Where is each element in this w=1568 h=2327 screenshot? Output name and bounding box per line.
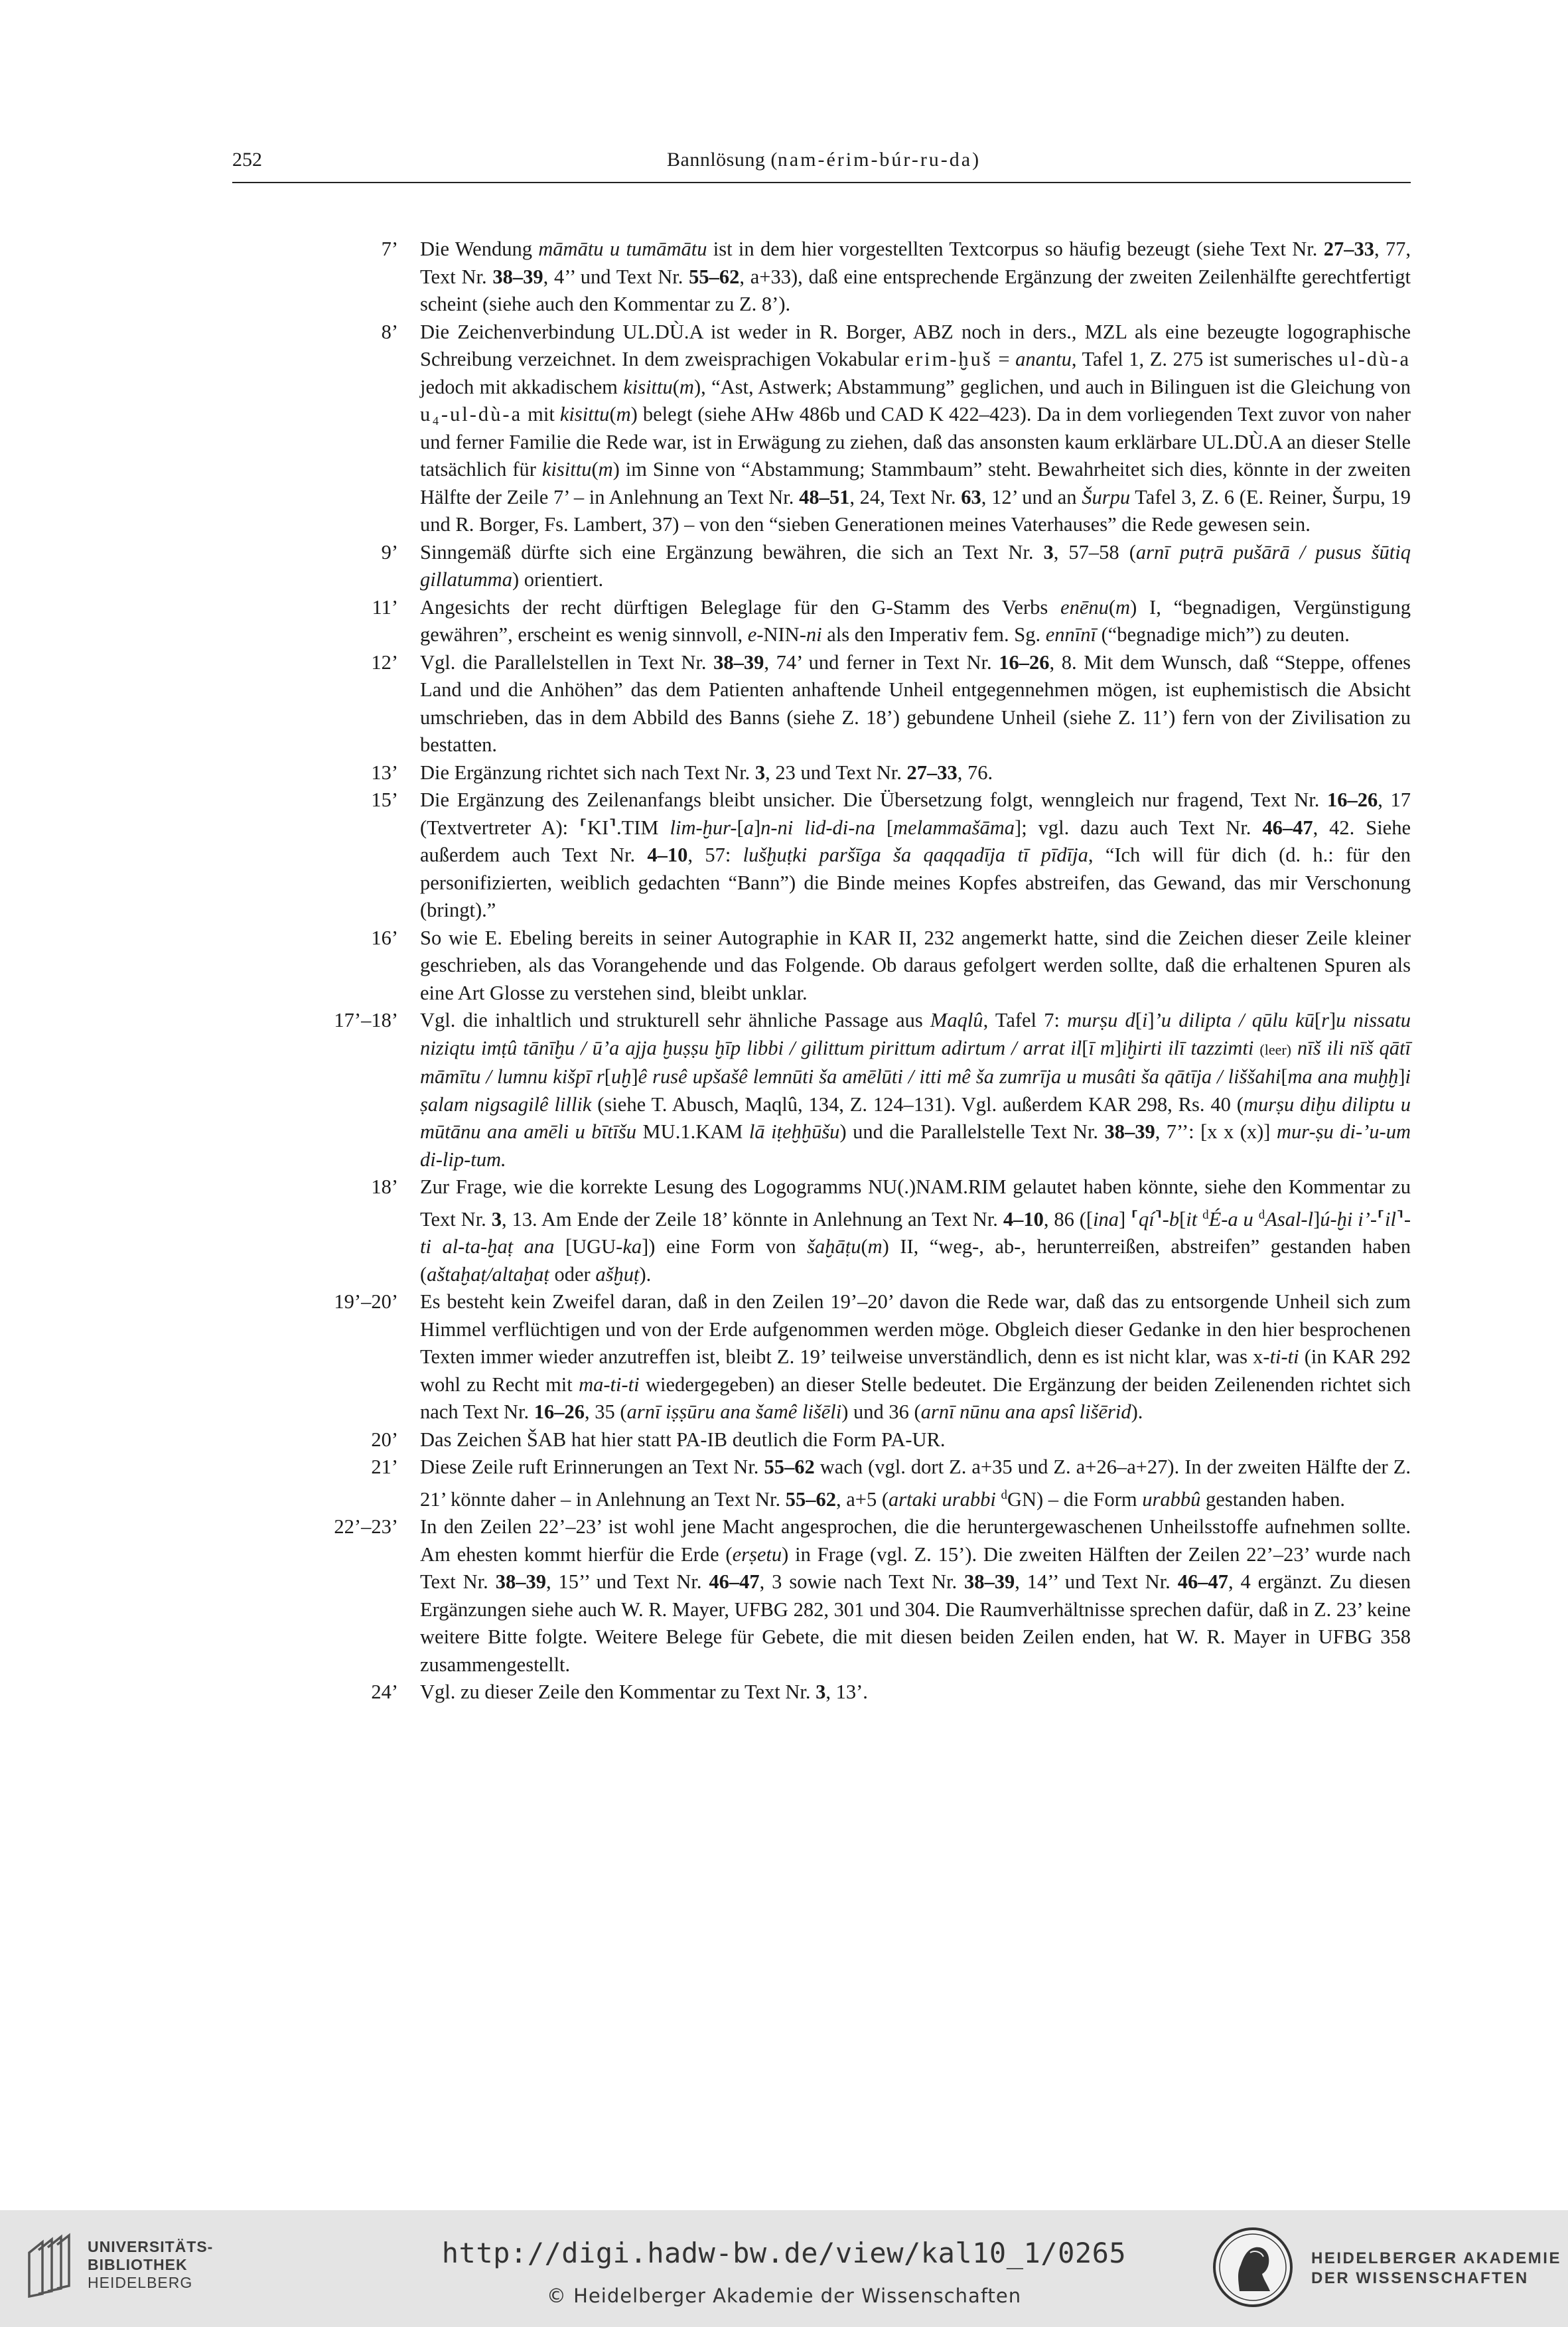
- text-segment: , Tafel 7:: [983, 1009, 1068, 1031]
- commentary-text: [420, 1426, 1411, 1454]
- line-reference: 9’: [381, 540, 398, 563]
- italic-transliteration: -ti al-ta-ḫaṭ ana: [420, 1207, 1411, 1258]
- italic-transliteration: ê rusê upšašê lemnūti ša amēlūti / itti mê ša zumrīja u musâti ša qātīja / liššahi: [638, 1065, 1281, 1088]
- line-reference: 18’: [371, 1175, 398, 1198]
- commentary-text: [420, 1454, 1411, 1513]
- text-segment: ]: [631, 1065, 638, 1088]
- text-segment: (“begnadige mich”) zu deuten.: [1096, 623, 1350, 646]
- footer-copyright: © Heidelberger Akademie der Wissenschaften: [546, 2285, 1022, 2307]
- italic-transliteration: murṣu diḫu diliptu u mūtānu ana amēli u bītīšu: [420, 1092, 1411, 1143]
- text-segment: (: [861, 1235, 868, 1258]
- italic-transliteration: m: [1115, 595, 1131, 619]
- text-segment: [: [1179, 1207, 1186, 1231]
- text-segment: (in KAR 292 wohl zu Recht mit: [420, 1345, 1411, 1396]
- italic-transliteration: a: [743, 816, 754, 839]
- italic-transliteration: Maqlû: [930, 1009, 983, 1031]
- italic-transliteration: u nissatu niziqtu imṭû tānīḫu / ū’a ajja ḫuṣṣu ḫīp libbi / gilittum pirittum adirtum / arrat il: [420, 1009, 1411, 1059]
- text-segment: -NIN-: [756, 623, 806, 646]
- commentary-entry: [319, 1007, 1411, 1173]
- italic-transliteration: ennīnī: [1045, 623, 1096, 646]
- text-segment: Sinngemäß dürfte sich eine Ergänzung bewähren, die sich an Text Nr.: [420, 540, 1044, 563]
- text-segment: Tafel 3, Z. 6 (E. Reiner, Šurpu, 19 und R. Borger, Fs. Lambert, 37) – von den “sieben Generationen meines Vaterhauses” die Rede gewesen sein.: [420, 485, 1411, 536]
- text-segment: gestanden haben.: [1200, 1487, 1346, 1511]
- italic-transliteration: m: [616, 403, 631, 425]
- text-segment: [: [604, 1065, 611, 1088]
- italic-transliteration: šaḫāṭu: [807, 1235, 861, 1258]
- text-segment: ) im Sinne von “Abstammung; Stammbaum” steht. Bewahrheitet sich dies, könnte in der zweiten Hälfte der Zeile 7’ – in Anlehnung an Text Nr.: [420, 458, 1411, 508]
- text-number: 27–33: [906, 761, 958, 784]
- library-name-line: BIBLIOTHEK: [88, 2256, 188, 2273]
- text-segment: ) belegt (siehe AHw 486b und CAD K 422–423). Da in dem vorliegenden Text zuvor von naher und ferner Familie die Rede war, ist in Erwägung zu ziehen, daß das ansonsten kaum erklärbare UL.DÙ.A an dieser Stelle tatsächlich für: [420, 403, 1411, 481]
- italic-transliteration: lā iṭeḫḫūšu: [748, 1120, 840, 1143]
- text-number: 55–62: [689, 265, 740, 288]
- text-segment: , 17 (Textvertreter A): ⸢KI⸣.TIM: [420, 788, 1411, 839]
- text-number: 38–39: [495, 1570, 546, 1594]
- text-segment: Angesichts der recht dürftigen Beleglage für den G-Stamm des Verbs: [420, 595, 1061, 619]
- text-segment: jedoch mit akkadischem: [420, 375, 624, 398]
- text-segment: ]; vgl. dazu auch Text Nr.: [1015, 816, 1263, 839]
- text-segment: Die Ergänzung richtet sich nach Text Nr.: [420, 761, 755, 784]
- text-segment: [: [737, 816, 744, 839]
- line-reference: 8’: [381, 320, 398, 343]
- text-segment: , a+33), daß eine entsprechende Ergänzung der zweiten Zeilenhälfte gerechtfertigt scheint (siehe auch den Kommentar zu Z. 8’).: [420, 265, 1411, 315]
- determinative: d: [1258, 1207, 1265, 1222]
- italic-transliteration: ma-ti-ti: [579, 1373, 640, 1396]
- italic-transliteration: É-a u: [1208, 1207, 1259, 1231]
- text-segment: oder: [549, 1262, 596, 1286]
- line-reference: 12’: [371, 650, 398, 674]
- italic-transliteration: ka: [622, 1235, 642, 1258]
- text-segment: MU.1.KAM: [636, 1120, 749, 1143]
- italic-transliteration: r: [1321, 1009, 1329, 1031]
- text-segment: [: [1314, 1009, 1322, 1031]
- text-segment: mit: [522, 403, 560, 425]
- running-head-title: Bannlösung (: [667, 149, 778, 171]
- italic-transliteration: kisittu: [541, 458, 592, 481]
- line-reference: 21’: [371, 1456, 398, 1479]
- text-segment: ) in Frage (vgl. Z. 15’). Die zweiten Hälften der Zeilen 22’–23’ wurde nach Text Nr.: [420, 1542, 1411, 1594]
- text-segment: , 13. Am Ende der Zeile 18’ könnte in Anlehnung an Text Nr.: [501, 1207, 1003, 1231]
- academy-name: [1311, 2249, 1563, 2289]
- italic-transliteration: enēnu: [1060, 595, 1109, 619]
- running-head: [667, 149, 979, 171]
- determinative: d: [1202, 1207, 1209, 1222]
- italic-transliteration: kisittu: [559, 403, 610, 425]
- text-segment: Diese Zeile ruft Erinnerungen an Text Nr.: [420, 1456, 764, 1479]
- text-segment: , “Ich will für dich (d. h.: für den personifizierten, weiblich gedachten “Bann”) die Binde meines Kopfes abstreifen, das Gewand, das mir Verschonung (bringt).”: [420, 844, 1411, 921]
- text-segment: So wie E. Ebeling bereits in seiner Autographie in KAR II, 232 angemerkt hatte, sind die Zeichen dieser Zeile kleiner geschrieben, als das Vorangehende und das Folgende. Ob daraus gefolgert werden sollte, daß die erhaltenen Spuren als eine Art Glosse zu verstehen sind, bleibt unklar.: [420, 926, 1411, 1004]
- text-segment: ) II, “weg-, ab-, herunterreißen, abstreifen” gestanden haben (: [420, 1235, 1411, 1286]
- commentary-entry: [319, 319, 1411, 539]
- text-segment: ) und die Parallelstelle Text Nr.: [839, 1120, 1105, 1143]
- commentary-entry: [319, 1513, 1411, 1679]
- text-segment: (siehe T. Abusch, Maqlû, 134, Z. 124–131). Vgl. außerdem KAR 298, Rs. 40 (: [591, 1092, 1244, 1116]
- sumerian-term: erim-ḫuš: [904, 348, 993, 370]
- italic-transliteration: aštaḫaṭ/altaḫaṭ: [427, 1262, 549, 1286]
- text-segment: Es besteht kein Zweifel daran, daß in den Zeilen 19’–20’ davon die Rede war, daß das zu entsorgende Unheil sich zum Himmel verflüchtigen und von der Erde aufgenommen werden möge. Obgleich dieser Gedanke in den hier besprochenen Texten immer wieder anzutreffen ist, bleibt Z. 19’ teilweise unverständlich, denn es ist nicht klar, was x-: [420, 1290, 1411, 1369]
- text-segment: ]: [1398, 1065, 1405, 1088]
- line-reference: 7’: [381, 238, 398, 260]
- italic-transliteration: melammašāma: [893, 816, 1015, 839]
- text-number: 46–47: [709, 1570, 760, 1594]
- text-segment: ]: [1147, 1009, 1155, 1031]
- text-segment: , 14’’ und Text Nr.: [1015, 1570, 1178, 1594]
- text-segment: , 24, Text Nr.: [849, 485, 962, 508]
- italic-transliteration: arnī iṣṣūru ana šamê lišēli: [626, 1400, 842, 1424]
- line-reference: 13’: [371, 761, 398, 784]
- footer-bar: [0, 2210, 1568, 2327]
- text-number: 38–39: [1104, 1120, 1155, 1143]
- text-number: 38–39: [963, 1570, 1015, 1594]
- commentary-entry: [319, 649, 1411, 759]
- text-segment: ]: [1313, 1207, 1320, 1231]
- commentary-text: [420, 759, 1411, 787]
- text-number: 3: [1043, 540, 1054, 563]
- text-segment: , 7’’: [x x (x)]: [1155, 1120, 1277, 1143]
- text-segment: , Tafel 1, Z. 275 ist sumerisches: [1071, 348, 1338, 370]
- italic-transliteration: qí: [1139, 1207, 1155, 1231]
- text-number: 16–26: [999, 650, 1050, 674]
- commentary-entry: [319, 787, 1411, 925]
- commentary-text: [420, 1007, 1411, 1173]
- text-number: 27–33: [1323, 238, 1374, 260]
- text-segment: , 76.: [957, 761, 993, 784]
- commentary-entry: [319, 1288, 1411, 1426]
- portrait-medallion-icon: [1212, 2226, 1294, 2308]
- italic-transliteration: ašḫuṭ: [595, 1262, 640, 1286]
- text-number: 4–10: [647, 844, 688, 866]
- italic-transliteration: ú-ḫi i’-: [1320, 1207, 1378, 1231]
- library-name-line: UNIVERSITÄTS-: [88, 2238, 214, 2255]
- commentary-entry: [319, 1679, 1411, 1706]
- text-segment: , 8. Mit dem Wunsch, daß “Steppe, offenes Land und die Anhöhen” das dem Patienten anhaftende Unheil entgegennehmen mögen, ist euphemistisch die Absicht umschrieben, das in dem Abbild des Banns (siehe Z. 18’) gebundene Unheil (siehe Z. 11’) fern von der Zivilisation zu bestatten.: [420, 650, 1411, 756]
- text-segment: , 12’ und an: [981, 485, 1082, 508]
- text-segment: ]) eine Form von: [642, 1235, 808, 1258]
- text-segment: wach (vgl. dort Z. a+35 und Z. a+26–a+27). In der zweiten Hälfte der Z. 21’ könnte daher – in Anlehnung an Text Nr.: [420, 1456, 1411, 1511]
- text-segment: , 4 ergänzt. Zu diesen Ergänzungen siehe auch W. R. Mayer, UFBG 282, 301 und 304. Die Raumverhältnisse sprechen dafür, daß in Z. 23’ keine weitere Bitte folgte. Weitere Belege für Gebete, die mit diesen beiden Zeilen enden, hat W. R. Mayer in UFBG 358 zusammengestellt.: [420, 1570, 1411, 1676]
- text-segment: , 4’’ und Text Nr.: [543, 265, 689, 288]
- academy-name-line: HEIDELBERGER AKADEMIE: [1311, 2249, 1561, 2267]
- italic-transliteration: lim-ḫur-: [670, 816, 737, 839]
- italic-transliteration: nīš ili nīš qātī māmītu / lumnu kišpī r: [420, 1036, 1411, 1088]
- italic-transliteration: m: [867, 1235, 883, 1258]
- commentary-text: [420, 319, 1411, 539]
- italic-transliteration: ma ana muḫḫ: [1287, 1065, 1399, 1088]
- text-segment: ).: [1131, 1400, 1143, 1424]
- line-reference: 15’: [371, 788, 398, 811]
- text-segment: , 15’’ und Text Nr.: [545, 1570, 709, 1594]
- text-segment: , 23 und Text Nr.: [765, 761, 907, 784]
- text-number: 3: [754, 761, 766, 784]
- text-segment: Die Zeichenverbindung UL.DÙ.A ist weder in R. Borger, ABZ noch in ders., MZL als eine bezeugte logographische Schreibung verzeichnet. In dem zweisprachigen Vokabular: [420, 320, 1411, 370]
- italic-transliteration: kisittu: [623, 375, 673, 398]
- text-segment: [: [1281, 1065, 1288, 1088]
- text-segment: ⸣-: [1154, 1207, 1169, 1231]
- text-segment: , 77, Text Nr.: [420, 238, 1411, 288]
- italic-transliteration: ni: [806, 623, 822, 646]
- commentary-entry: [319, 1173, 1411, 1288]
- text-segment: ]: [1328, 1009, 1336, 1031]
- running-head-sumerian: nam-érim-búr-ru-da: [777, 149, 973, 171]
- text-segment: ) und 36 (: [841, 1400, 921, 1424]
- text-segment: Vgl. die inhaltlich und strukturell sehr ähnliche Passage aus: [420, 1009, 930, 1031]
- text-number: 38–39: [492, 265, 543, 288]
- text-segment: (: [609, 403, 616, 425]
- text-segment: Zur Frage, wie die korrekte Lesung des Logogramms NU(.)NAM.RIM gelautet haben könnte, siehe den Kommentar zu Text Nr.: [420, 1175, 1411, 1231]
- italic-transliteration: i ṣalam nigsagilê lillik: [420, 1065, 1411, 1116]
- italic-transliteration: erṣetu: [732, 1542, 782, 1566]
- commentary-list: [319, 236, 1411, 1706]
- italic-transliteration: artaki urabbi: [889, 1487, 1001, 1511]
- italic-transliteration: Šurpu: [1082, 485, 1131, 508]
- italic-transliteration: b: [1169, 1207, 1180, 1231]
- italic-transliteration: ī m: [1088, 1036, 1115, 1059]
- italic-transliteration: ina: [1093, 1207, 1119, 1231]
- commentary-text: [420, 236, 1411, 319]
- text-number: 46–47: [1177, 1570, 1228, 1594]
- text-segment: Die Ergänzung des Zeilenanfangs bleibt unsicher. Die Übersetzung folgt, wenngleich nur fragend, Text Nr.: [420, 788, 1328, 811]
- text-number: 16–26: [1327, 788, 1378, 811]
- italic-transliteration: anantu: [1015, 348, 1072, 370]
- text-segment: , 13’.: [825, 1681, 868, 1704]
- commentary-text: [420, 1288, 1411, 1426]
- text-number: 55–62: [785, 1487, 836, 1511]
- text-segment: ).: [639, 1262, 652, 1286]
- text-segment: , a+5 (: [835, 1487, 889, 1511]
- line-reference: 22’–23’: [334, 1515, 398, 1539]
- text-segment: ] ⸢: [1119, 1207, 1139, 1231]
- commentary-entry: [319, 1426, 1411, 1454]
- text-segment: In den Zeilen 22’–23’ ist wohl jene Macht angesprochen, die die heruntergewaschenen Unheilsstoffe aufnehmen sollte. Am ehesten kommt hierfür die Erde (: [420, 1515, 1411, 1566]
- academy-name-line: DER WISSENSCHAFTEN: [1311, 2269, 1529, 2287]
- text-segment: [: [1135, 1009, 1142, 1031]
- italic-transliteration: māmātu u tumāmātu: [538, 238, 707, 260]
- italic-transliteration: e: [747, 623, 757, 646]
- commentary-text: [420, 1679, 1411, 1706]
- text-segment: , 57:: [687, 844, 743, 866]
- small-note: (leer): [1259, 1041, 1292, 1058]
- line-reference: 24’: [371, 1681, 398, 1704]
- text-segment: GN) – die Form: [1007, 1487, 1143, 1511]
- text-segment: [1291, 1037, 1297, 1059]
- italic-transliteration: ’u dilipta / qūlu kū: [1154, 1009, 1315, 1031]
- commentary-text: [420, 1513, 1411, 1679]
- text-segment: , 3 sowie nach Text Nr.: [759, 1570, 964, 1594]
- text-segment: ), “Ast, Astwerk; Abstammung” geglichen, und auch in Bilinguen ist die Gleichung von: [693, 375, 1411, 398]
- text-number: 48–51: [799, 485, 850, 508]
- text-segment: ) orientiert.: [512, 568, 604, 591]
- text-number: 55–62: [764, 1456, 815, 1479]
- italic-transliteration: lušḫuṭki paršīga ša qaqqadīja tī pīdīja: [743, 844, 1088, 866]
- text-segment: als den Imperativ fem. Sg.: [821, 623, 1046, 646]
- italic-transliteration: mur-ṣu di-’u-um di-lip-tum.: [420, 1120, 1411, 1171]
- library-name-line: HEIDELBERG: [88, 2274, 193, 2291]
- commentary-entry: [319, 759, 1411, 787]
- commentary-text: [420, 649, 1411, 759]
- text-segment: [: [1082, 1036, 1089, 1059]
- text-number: 16–26: [534, 1400, 585, 1424]
- running-head-close: ): [972, 149, 979, 171]
- text-segment: wiedergegeben) an dieser Stelle bedeutet. Die Ergänzung der beiden Zeilenenden richtet sich nach Text Nr.: [420, 1373, 1411, 1424]
- commentary-text: [420, 1173, 1411, 1288]
- text-segment: ⸢: [1377, 1207, 1385, 1231]
- text-segment: , 42. Siehe außerdem auch Text Nr.: [420, 816, 1411, 866]
- line-reference: 11’: [372, 595, 398, 619]
- text-segment: , 57–58 (: [1053, 540, 1136, 563]
- commentary-entry: [319, 539, 1411, 594]
- text-segment: ]: [1114, 1036, 1122, 1059]
- italic-transliteration: urabbû: [1142, 1487, 1201, 1511]
- line-reference: 19’–20’: [334, 1290, 398, 1314]
- italic-transliteration: arnī nūnu ana apsî lišērid: [920, 1400, 1131, 1424]
- text-segment: Vgl. die Parallelstellen in Text Nr.: [420, 650, 714, 674]
- text-segment: ⸣: [1395, 1207, 1404, 1231]
- text-segment: , 86 ([: [1043, 1207, 1094, 1231]
- text-segment: ) I, “begnadigen, Vergünstigung gewähren”, erscheint es wenig sinnvoll,: [420, 595, 1411, 646]
- line-reference: 17’–18’: [334, 1009, 398, 1031]
- italic-transliteration: n-ni lid-di-na: [760, 816, 875, 839]
- italic-transliteration: il: [1384, 1207, 1396, 1231]
- italic-transliteration: i: [1141, 1009, 1148, 1031]
- italic-transliteration: arnī puṭrā pušārā / pusus šūtiq gillatumma: [420, 540, 1411, 591]
- text-segment: =: [992, 348, 1016, 370]
- text-number: 4–10: [1003, 1207, 1044, 1231]
- text-segment: ]: [753, 816, 761, 839]
- text-number: 3: [816, 1681, 826, 1704]
- determinative: d: [1001, 1487, 1007, 1502]
- italic-transliteration: iḫirti ilī tazzimti: [1121, 1036, 1254, 1059]
- commentary-entry: [319, 236, 1411, 319]
- commentary-entry: [319, 594, 1411, 649]
- line-reference: 20’: [371, 1428, 398, 1451]
- commentary-text: [420, 594, 1411, 649]
- commentary-text: [420, 539, 1411, 594]
- commentary-text: [420, 925, 1411, 1008]
- commentary-entry: [319, 1454, 1411, 1513]
- sumerian-term: u₄-ul-dù-a: [420, 403, 523, 425]
- page-number: 252: [232, 149, 262, 171]
- text-segment: (: [591, 458, 599, 481]
- text-segment: Die Wendung: [420, 238, 539, 260]
- text-segment: [: [875, 816, 894, 839]
- text-segment: ist in dem hier vorgestellten Textcorpus so häufig bezeugt (siehe Text Nr.: [707, 238, 1324, 260]
- text-number: 63: [961, 485, 981, 508]
- italic-transliteration: uḫ: [610, 1065, 632, 1088]
- footer-url-link[interactable]: http://digi.hadw-bw.de/view/kal10_1/0265: [441, 2237, 1127, 2269]
- italic-transliteration: m: [598, 458, 613, 481]
- italic-transliteration: m: [679, 375, 694, 398]
- text-segment: (: [1108, 595, 1116, 619]
- text-number: 46–47: [1262, 816, 1313, 839]
- text-segment: , 35 (: [585, 1400, 627, 1424]
- italic-transliteration: ti-ti: [1269, 1345, 1299, 1369]
- text-segment: (: [672, 375, 679, 398]
- commentary-entry: [319, 925, 1411, 1008]
- text-segment: [UGU-: [554, 1235, 623, 1258]
- line-reference: 16’: [371, 926, 398, 949]
- text-number: 3: [491, 1207, 502, 1231]
- text-segment: , 74’ und ferner in Text Nr.: [764, 650, 999, 674]
- italic-transliteration: Asal-l: [1265, 1207, 1314, 1231]
- text-segment: Das Zeichen ŠAB hat hier statt PA-IB deutlich die Form PA-UR.: [420, 1428, 946, 1451]
- italic-transliteration: it: [1186, 1207, 1198, 1231]
- text-segment: Vgl. zu dieser Zeile den Kommentar zu Text Nr.: [420, 1681, 816, 1704]
- commentary-text: [420, 787, 1411, 925]
- sumerian-term: ul-dù-a: [1338, 348, 1411, 370]
- text-segment: [1197, 1208, 1202, 1231]
- italic-transliteration: murṣu d: [1067, 1009, 1135, 1031]
- page-header: [232, 149, 1411, 183]
- text-number: 38–39: [713, 650, 764, 674]
